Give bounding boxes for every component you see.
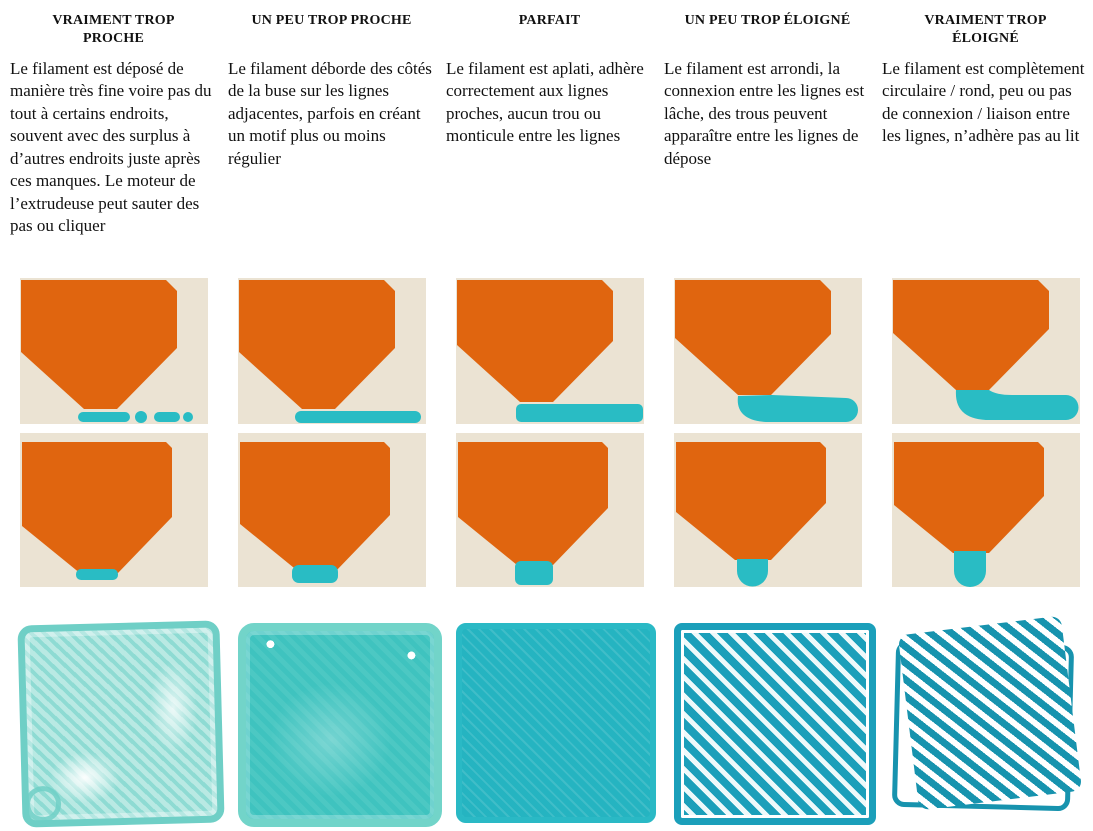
column-parfait [446, 10, 653, 827]
column-description: Le filament déborde des côtés de la buse sur les lignes adjacentes, parfois en créant un motif plus ou moins régulier [228, 59, 432, 168]
column-title: VRAIMENT TROP PROCHE [52, 13, 175, 46]
front-view-diagram [892, 433, 1080, 587]
print-photo [674, 623, 876, 825]
front-view-diagram [456, 433, 644, 587]
column-title: UN PEU TROP ÉLOIGNÉ [684, 13, 851, 28]
column-description: Le filament est arrondi, la connexion entre les lignes est lâche, des trous peuvent apparaître entre les lignes de dépose [664, 59, 865, 168]
filament-shape [738, 395, 858, 422]
print-photo [456, 623, 656, 823]
column-title: PARFAIT [518, 13, 581, 28]
print-photo [892, 623, 1080, 811]
column-vraiment-trop-proche [10, 10, 217, 827]
column-title: VRAIMENT TROP ÉLOIGNÉ [924, 13, 1047, 46]
filament-shape [516, 404, 643, 422]
filament-shape [954, 551, 986, 587]
column-vraiment-trop-eloigne [882, 10, 1089, 827]
filament-shape [76, 569, 118, 580]
filament-shape [292, 565, 338, 583]
side-view-diagram [892, 278, 1080, 424]
column-description: Le filament est aplati, adhère correctement aux lignes proches, aucun trou ou monticule entre les lignes [446, 59, 644, 146]
side-view-diagram [674, 278, 862, 424]
print-infill-patch [898, 616, 1082, 811]
print-photo [17, 620, 224, 827]
column-un-peu-trop-eloigne [664, 10, 871, 827]
filament-shape [295, 411, 421, 423]
filament-shape [515, 561, 553, 585]
column-title: UN PEU TROP PROCHE [251, 13, 412, 28]
column-description: Le filament est complètement circulaire / rond, peu ou pas de connexion / liaison entre les lignes, n’adhère pas au lit [882, 59, 1085, 146]
front-view-diagram [238, 433, 426, 587]
column-description: Le filament est déposé de manière très fine voire pas du tout à certains endroits, souvent avec des surplus à d’autres endroits juste après ces manques. Le moteur de l’extrudeuse peut sauter des pas ou cliquer [10, 59, 212, 236]
side-view-diagram [238, 278, 426, 424]
column-un-peu-trop-proche [228, 10, 435, 827]
front-view-diagram [20, 433, 208, 587]
side-view-diagram [20, 278, 208, 424]
side-view-diagram [456, 278, 644, 424]
print-photo [238, 623, 442, 827]
front-view-diagram [674, 433, 862, 587]
